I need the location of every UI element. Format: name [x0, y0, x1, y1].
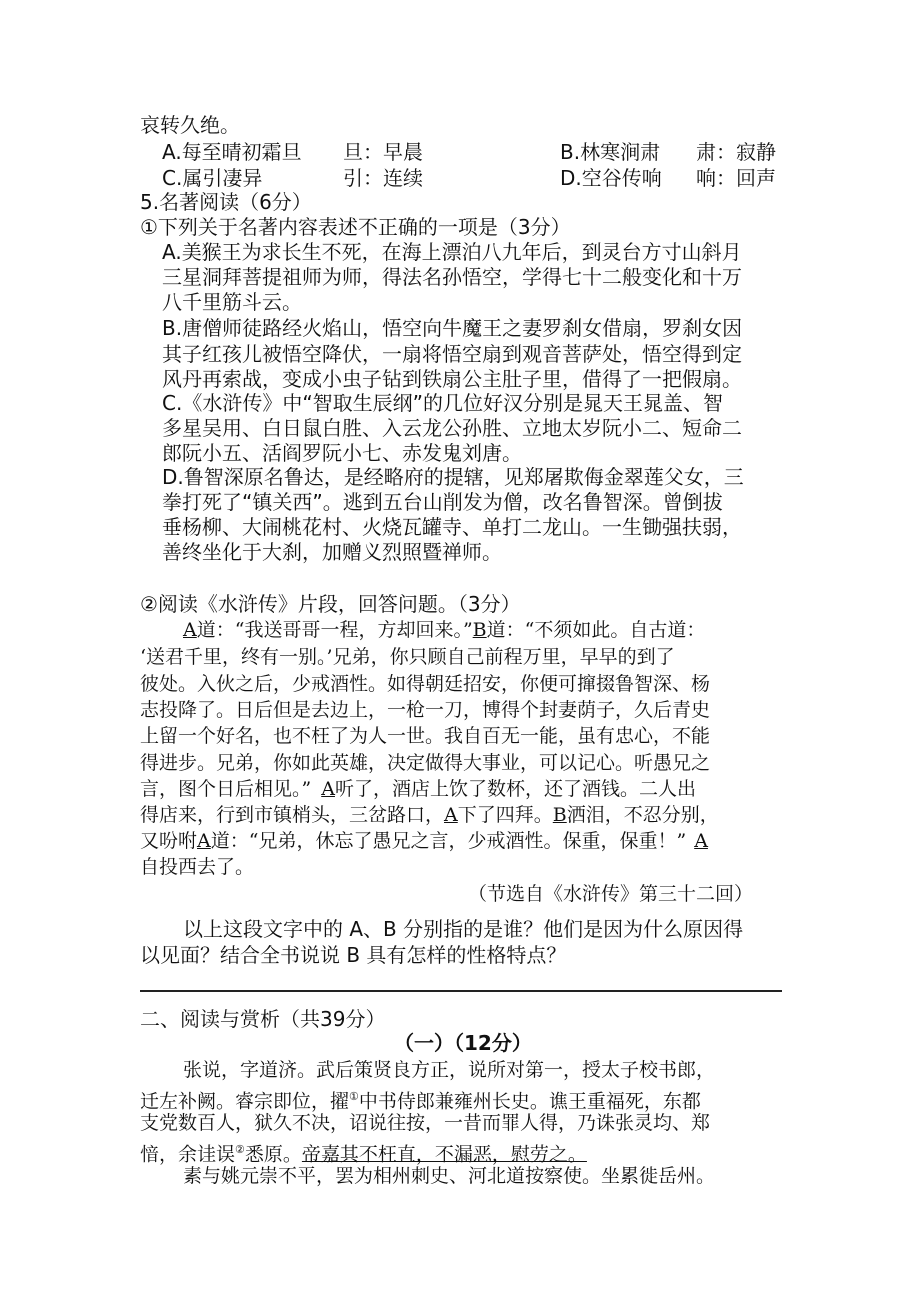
option-b-line: 其子红孩儿被悟空降伏，一扇将悟空扇到观音菩萨处，悟空得到定 [162, 342, 742, 366]
passage-line: 得进步。兄弟，你如此英雄，决定做得大事业，可以记心。听愚兄之 [140, 752, 711, 774]
classical-line: 支党数百人，狱久不决，诏说往按，一昔而罪人得，乃诛张灵均、郑 [140, 1112, 711, 1134]
option-b-line: 风丹再索战，变成小虫子钻到铁扇公主肚子里，借得了一把假扇。 [162, 367, 742, 391]
option-d-line: 拳打死了“镇关西”。逃到五台山削发为僧，改名鲁智深。曾倒拔 [162, 490, 723, 514]
blank-a: A [183, 619, 197, 641]
option-c-term: C.属引凄异 [162, 166, 263, 190]
question-5-title: 5.名著阅读（6分） [140, 190, 312, 214]
passage-line: ‘送君千里，终有一别。’兄弟，你只顾自己前程万里，早早的到了 [140, 646, 675, 668]
option-a-line: A.美猴王为求长生不死，在海上漂泊八九年后，到灵台方寸山斜月 [162, 240, 742, 264]
note-2: ② [235, 1143, 245, 1156]
passage-line: 自投西去了。 [140, 856, 255, 878]
question-5-sub1: ①下列关于名著内容表述不正确的一项是（3分） [140, 215, 571, 239]
classical-line: 张说，字道济。武后策贤良方正，说所对第一，授太子校书郎， [183, 1059, 716, 1081]
option-c-line: 郎阮小五、活阎罗阮小七、赤发鬼刘唐。 [162, 441, 522, 465]
option-a-line: 三星洞拜菩提祖师为师，得法名孙悟空，学得七十二般变化和十万 [162, 265, 742, 289]
part2-subtitle: （一）（12分） [394, 1031, 532, 1055]
blank-b: B [472, 619, 487, 641]
blank-b: B [552, 804, 567, 826]
passage-line: 言，图个日后相见。” A听了，酒店上饮了数杯，还了酒钱。二人出 [140, 778, 696, 800]
part2-title: 二、阅读与赏析（共39分） [140, 1007, 386, 1031]
option-a-gloss: 旦：早晨 [343, 140, 423, 164]
blank-a: A [197, 830, 211, 852]
section-divider [140, 990, 782, 992]
passage-line: A道：“我送哥哥一程，方却回来。”B道：“不须如此。自古道： [183, 619, 706, 641]
question-text: 以上这段文字中的 A、B 分别指的是谁？他们是因为什么原因得 [183, 917, 744, 941]
blank-a: A [694, 830, 708, 852]
passage-source: （节选自《水浒传》第三十二回） [468, 883, 754, 905]
underlined-sentence: 帝嘉其不枉直，不漏恶，慰劳之。 [301, 1143, 587, 1166]
option-c-line: 多星吴用、白日鼠白胜、入云龙公孙胜、立地太岁阮小二、短命二 [162, 416, 742, 440]
option-a-line: 八千里筋斗云。 [162, 290, 302, 314]
option-d-term: D.空谷传响 [560, 166, 662, 190]
option-c-line: C.《水浒传》中“智取生辰纲”的几位好汉分别是晁天王晁盖、智 [162, 391, 724, 415]
classical-line: 素与姚元崇不平，罢为相州刺史、河北道按察使。坐累徙岳州。 [183, 1165, 716, 1187]
option-a-term: A.每至晴初霜旦 [162, 140, 302, 164]
option-d-line: 善终坐化于大刹，加赠义烈照暨禅师。 [162, 540, 502, 564]
option-d-line: 垂杨柳、大闹桃花村、火烧瓦罐寺、单打二龙山。一生锄强扶弱， [162, 515, 742, 539]
blank-a: A [444, 804, 458, 826]
blank-a: A [321, 778, 335, 800]
continued-text: 哀转久绝。 [140, 113, 240, 137]
passage-line: 又吩咐A道：“兄弟，休忘了愚兄之言，少戒酒性。保重，保重！” A [140, 830, 708, 852]
note-1: ① [349, 1090, 359, 1103]
passage-line: 彼处。入伙之后，少戒酒性。如得朝廷招安，你便可撺掇鲁智深、杨 [140, 673, 711, 695]
question-text: 以见面？结合全书说说 B 具有怎样的性格特点？ [140, 943, 567, 967]
option-d-gloss: 响：回声 [696, 166, 776, 190]
passage-line: 志投降了。日后但是去边上，一枪一刀，博得个封妻荫子，久后青史 [140, 699, 711, 721]
passage-line: 得店来，行到市镇梢头，三岔路口，A下了四拜。B洒泪，不忍分别， [140, 804, 719, 826]
option-b-term: B.林寒涧肃 [560, 140, 661, 164]
classical-line: 迁左补阙。睿宗即位，擢①中书侍郎兼雍州长史。谯王重福死，东都 [140, 1090, 701, 1113]
option-b-line: B.唐僧师徒路经火焰山，悟空向牛魔王之妻罗刹女借扇，罗刹女因 [162, 316, 743, 340]
question-5-sub2: ②阅读《水浒传》片段，回答问题。（3分） [140, 592, 521, 616]
option-b-gloss: 肃：寂静 [696, 140, 776, 164]
option-d-line: D.鲁智深原名鲁达，是经略府的提辖，见郑屠欺侮金翠莲父女，三 [162, 465, 744, 489]
option-c-gloss: 引：连续 [343, 166, 423, 190]
passage-line: 上留一个好名，也不枉了为人一世。我自百无一能，虽有忠心，不能 [140, 725, 711, 747]
classical-line: 愔，余诖误②悉原。帝嘉其不枉直，不漏恶，慰劳之。 [140, 1143, 587, 1166]
